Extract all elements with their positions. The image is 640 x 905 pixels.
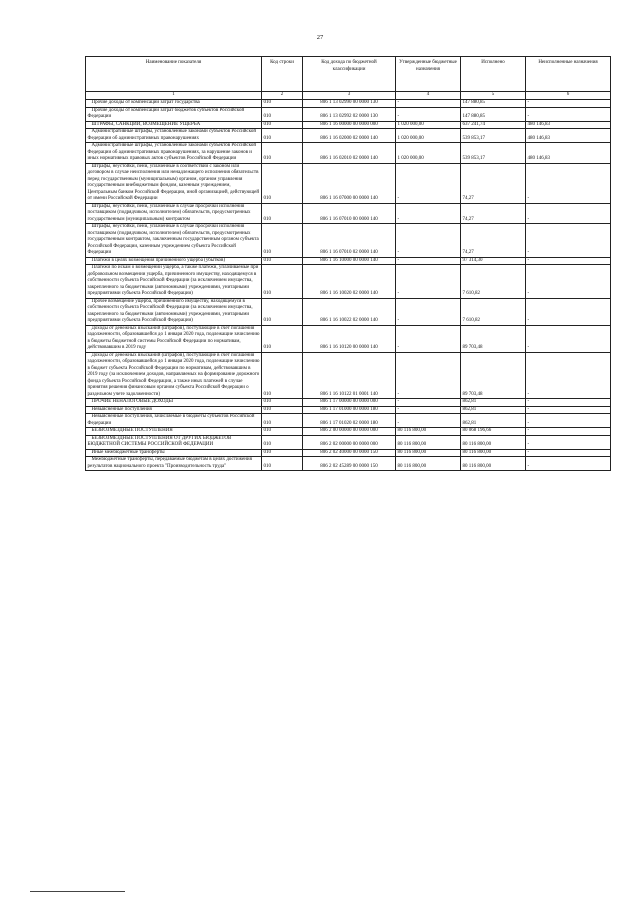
table-row [86, 399, 611, 407]
row-approved: - [396, 352, 461, 399]
revenue-table [85, 56, 611, 471]
row-kbk: 806 1 16 10022 02 0000 140 [303, 298, 396, 325]
col-number: 6 [526, 92, 611, 100]
row-kbk: 806 1 16 02010 02 0000 140 [303, 143, 396, 164]
row-name: Штрафы, неустойки, пени, уплаченные в случае просрочки исполнения поставщиком (подрядчиком, исполнителем) обязательств, предусмотренных государственным (муниципальным) контрактом [86, 203, 262, 224]
col-header-name: Наименование показателя [86, 57, 262, 92]
row-executed: 80 116 800,00 [461, 449, 526, 457]
row-kbk: 806 1 16 07010 00 0000 140 [303, 203, 396, 224]
row-code: 010 [262, 352, 303, 399]
row-kbk: 806 2 00 00000 00 0000 000 [303, 428, 396, 436]
row-approved: - [396, 203, 461, 224]
row-name: Административные штрафы, установленные законами субъектов Российской Федерации об административных правонарушениях [86, 129, 262, 143]
row-kbk: 806 1 17 01020 02 0000 180 [303, 414, 396, 428]
row-code: 010 [262, 257, 303, 265]
row-kbk: 806 1 16 00000 00 0000 000 [303, 121, 396, 129]
row-executed: 74,27 [461, 203, 526, 224]
row-unexecuted: - [526, 435, 611, 449]
row-approved: 80 116 800,00 [396, 428, 461, 436]
table-row [86, 352, 611, 399]
table-row [86, 107, 611, 121]
row-approved: - [396, 100, 461, 108]
col-header-approved: Утвержденные бюджетные назначения [396, 57, 461, 92]
col-header-unexecuted: Неисполненные назначения [526, 57, 611, 92]
row-name: БЕЗВОЗМЕЗДНЫЕ ПОСТУПЛЕНИЯ [86, 428, 262, 436]
row-name: ШТРАФЫ, САНКЦИИ, ВОЗМЕЩЕНИЕ УЩЕРБА [86, 121, 262, 129]
footnote-rule [30, 891, 125, 892]
row-name: Доходы от денежных взысканий (штрафов), поступающие в счет погашения задолженности, образовавшейся до 1 января 2020 года, подлежащие зачислению в бюджеты бюджетной системы Российской Федерации по нормативам, действовавшим в 2019 году [86, 325, 262, 352]
row-name: Доходы от денежных взысканий (штрафов), поступающие в счет погашения задолженности, образовавшейся до 1 января 2020 года, подлежащие зачислению в бюджет субъекта Российской Федерации по нормативам, действовавшим в 2019 году (за исключением доходов, направляемых на формирование дорожного фонда субъекта Российской Федерации, а также иных платежей в случае принятия решения финансовым органом субъекта Российской Федерации о раздельном учете задолженности) [86, 352, 262, 399]
row-kbk: 806 1 16 10020 02 0000 140 [303, 265, 396, 299]
row-unexecuted: - [526, 100, 611, 108]
row-executed: 97 314,30 [461, 257, 526, 265]
row-unexecuted: - [526, 399, 611, 407]
row-executed: 862,81 [461, 414, 526, 428]
row-kbk: 806 2 02 00000 00 0000 000 [303, 435, 396, 449]
row-code: 010 [262, 428, 303, 436]
row-unexecuted: - [526, 298, 611, 325]
row-unexecuted: - [526, 163, 611, 203]
row-unexecuted: - [526, 325, 611, 352]
row-kbk: 806 1 16 10120 00 0000 140 [303, 325, 396, 352]
row-executed: 539 853,17 [461, 129, 526, 143]
row-executed: 89 703,48 [461, 325, 526, 352]
row-code: 010 [262, 265, 303, 299]
row-code: 010 [262, 121, 303, 129]
col-header-code: Код строки [262, 57, 303, 92]
col-number: 2 [262, 92, 303, 100]
table-row [86, 298, 611, 325]
row-approved: - [396, 399, 461, 407]
table-row [86, 224, 611, 258]
table-row [86, 265, 611, 299]
row-kbk: 806 2 02 40000 00 0000 150 [303, 449, 396, 457]
row-code: 010 [262, 224, 303, 258]
page-number: 27 [316, 34, 324, 41]
row-kbk: 806 1 16 10122 01 0001 140 [303, 352, 396, 399]
row-name: Штрафы, неустойки, пени, уплаченные в случае просрочки исполнения поставщиком (подрядчиком, исполнителем) обязательств, предусмотренных государственным контрактом, заключенным государственным органом субъекта Российской Федерации, казенным учреждением субъекта Российской Федерации [86, 224, 262, 258]
row-code: 010 [262, 298, 303, 325]
row-name: Межбюджетные трансферты, передаваемые бюджетам в целях достижения результатов национального проекта "Производительность труда" [86, 457, 262, 471]
table-row [86, 428, 611, 436]
table-row [86, 143, 611, 164]
row-code: 010 [262, 163, 303, 203]
col-number: 4 [396, 92, 461, 100]
row-executed: 89 703,48 [461, 352, 526, 399]
col-header-executed: Исполнено [461, 57, 526, 92]
row-kbk: 806 1 13 02990 00 0000 130 [303, 100, 396, 108]
table-row [86, 100, 611, 108]
row-executed: 7 610,82 [461, 265, 526, 299]
row-name: Штрафы, неустойки, пени, уплаченные в соответствии с законом или договором в случае неисполнения или ненадлежащего исполнения обязательств перед государственным (муниципальным) органом, органом управления государственным внебюджетным фондом, казенным учреждением, Центральным банком Российской Федерации, иной организацией, действующей от имени Российской Федерации [86, 163, 262, 203]
row-approved: - [396, 265, 461, 299]
row-approved: 1 020 000,00 [396, 143, 461, 164]
row-code: 010 [262, 143, 303, 164]
row-code: 010 [262, 399, 303, 407]
row-unexecuted: 480 146,83 [526, 143, 611, 164]
table-row [86, 203, 611, 224]
row-name: Невыясненные поступления [86, 406, 262, 414]
table-row [86, 406, 611, 414]
row-name: Прочее возмещение ущерба, причиненного имуществу, находящемуся в собственности субъекта Российской Федерации (за исключением имущества, закрепленного за бюджетными (автономными) учреждениями, унитарными предприятиями субъекта Российской Федерации) [86, 298, 262, 325]
row-kbk: 806 1 16 10000 00 0000 140 [303, 257, 396, 265]
col-number: 1 [86, 92, 262, 100]
row-name: Административные штрафы, установленные законами субъектов Российской Федерации об административных правонарушениях, за нарушение законов и иных нормативных правовых актов субъектов Российской Федерации [86, 143, 262, 164]
row-approved: - [396, 406, 461, 414]
row-executed: 637 241,74 [461, 121, 526, 129]
row-unexecuted: 480 146,83 [526, 129, 611, 143]
row-executed: 862,81 [461, 399, 526, 407]
row-approved: 80 116 800,00 [396, 449, 461, 457]
column-number-row [86, 92, 611, 100]
row-name: Иные межбюджетные трансферты [86, 449, 262, 457]
row-kbk: 806 1 13 02992 02 0000 130 [303, 107, 396, 121]
row-approved: 80 116 800,00 [396, 435, 461, 449]
row-executed: 80 116 800,00 [461, 457, 526, 471]
row-approved: - [396, 414, 461, 428]
row-executed: 862,81 [461, 406, 526, 414]
table-row [86, 163, 611, 203]
row-approved: - [396, 325, 461, 352]
row-name: БЕЗВОЗМЕЗДНЫЕ ПОСТУПЛЕНИЯ ОТ ДРУГИХ БЮДЖЕТОВ БЮДЖЕТНОЙ СИСТЕМЫ РОССИЙСКОЙ ФЕДЕРАЦИИ [86, 435, 262, 449]
row-approved: 1 020 000,00 [396, 129, 461, 143]
col-number: 3 [303, 92, 396, 100]
row-approved: - [396, 224, 461, 258]
row-code: 010 [262, 203, 303, 224]
row-approved: - [396, 257, 461, 265]
row-executed: 539 853,17 [461, 143, 526, 164]
table-row [86, 257, 611, 265]
row-executed: 80 116 800,00 [461, 435, 526, 449]
row-code: 010 [262, 414, 303, 428]
row-executed: 147 880,85 [461, 100, 526, 108]
col-header-kbk: Код дохода по бюджетной классификации [303, 57, 396, 92]
row-unexecuted: - [526, 352, 611, 399]
row-unexecuted: 480 146,83 [526, 121, 611, 129]
table-row [86, 435, 611, 449]
row-code: 010 [262, 129, 303, 143]
row-kbk: 806 1 17 01000 00 0000 180 [303, 406, 396, 414]
row-executed: 80 068 196,66 [461, 428, 526, 436]
row-code: 010 [262, 435, 303, 449]
row-code: 010 [262, 449, 303, 457]
row-approved: - [396, 298, 461, 325]
row-code: 010 [262, 100, 303, 108]
row-name: Прочие доходы от компенсации затрат бюджетов субъектов Российской Федерации [86, 107, 262, 121]
row-name: Прочие доходы от компенсации затрат государства [86, 100, 262, 108]
row-code: 010 [262, 325, 303, 352]
table-row [86, 449, 611, 457]
row-executed: 7 610,82 [461, 298, 526, 325]
row-unexecuted: - [526, 457, 611, 471]
row-code: 010 [262, 457, 303, 471]
row-approved: - [396, 163, 461, 203]
row-unexecuted: - [526, 265, 611, 299]
row-code: 010 [262, 406, 303, 414]
row-executed: 74,27 [461, 163, 526, 203]
row-name: Платежи по искам о возмещении ущерба, а также платежи, уплачиваемые при добровольном возмещении ущерба, причиненного имуществу, находящемуся в собственности субъекта Российской Федерации (за исключением имущества, закрепленного за бюджетными (автономными) учреждениями, унитарными предприятиями субъекта Российской Федерации) [86, 265, 262, 299]
col-number: 5 [461, 92, 526, 100]
row-executed: 74,27 [461, 224, 526, 258]
row-approved: 80 116 800,00 [396, 457, 461, 471]
row-executed: 147 880,85 [461, 107, 526, 121]
row-unexecuted: - [526, 428, 611, 436]
table-row [86, 121, 611, 129]
table-row [86, 414, 611, 428]
table-header-row [86, 57, 611, 92]
row-unexecuted: - [526, 257, 611, 265]
row-kbk: 806 2 02 45289 00 0000 150 [303, 457, 396, 471]
row-name: ПРОЧИЕ НЕНАЛОГОВЫЕ ДОХОДЫ [86, 399, 262, 407]
row-name: Невыясненные поступления, зачисляемые в бюджеты субъектов Российской Федерации [86, 414, 262, 428]
table-row [86, 457, 611, 471]
row-unexecuted: - [526, 203, 611, 224]
row-unexecuted: - [526, 107, 611, 121]
row-kbk: 806 1 16 07000 00 0000 140 [303, 163, 396, 203]
row-name: Платежи в целях возмещения причиненного ущерба (убытков) [86, 257, 262, 265]
row-kbk: 806 1 16 07010 02 0000 140 [303, 224, 396, 258]
table-row [86, 325, 611, 352]
row-kbk: 806 1 16 02000 02 0000 140 [303, 129, 396, 143]
row-approved: 1 020 000,00 [396, 121, 461, 129]
row-unexecuted: - [526, 224, 611, 258]
table-row [86, 129, 611, 143]
row-unexecuted: - [526, 406, 611, 414]
row-kbk: 806 1 17 00000 00 0000 000 [303, 399, 396, 407]
row-unexecuted: - [526, 414, 611, 428]
row-unexecuted: - [526, 449, 611, 457]
row-approved: - [396, 107, 461, 121]
row-code: 010 [262, 107, 303, 121]
